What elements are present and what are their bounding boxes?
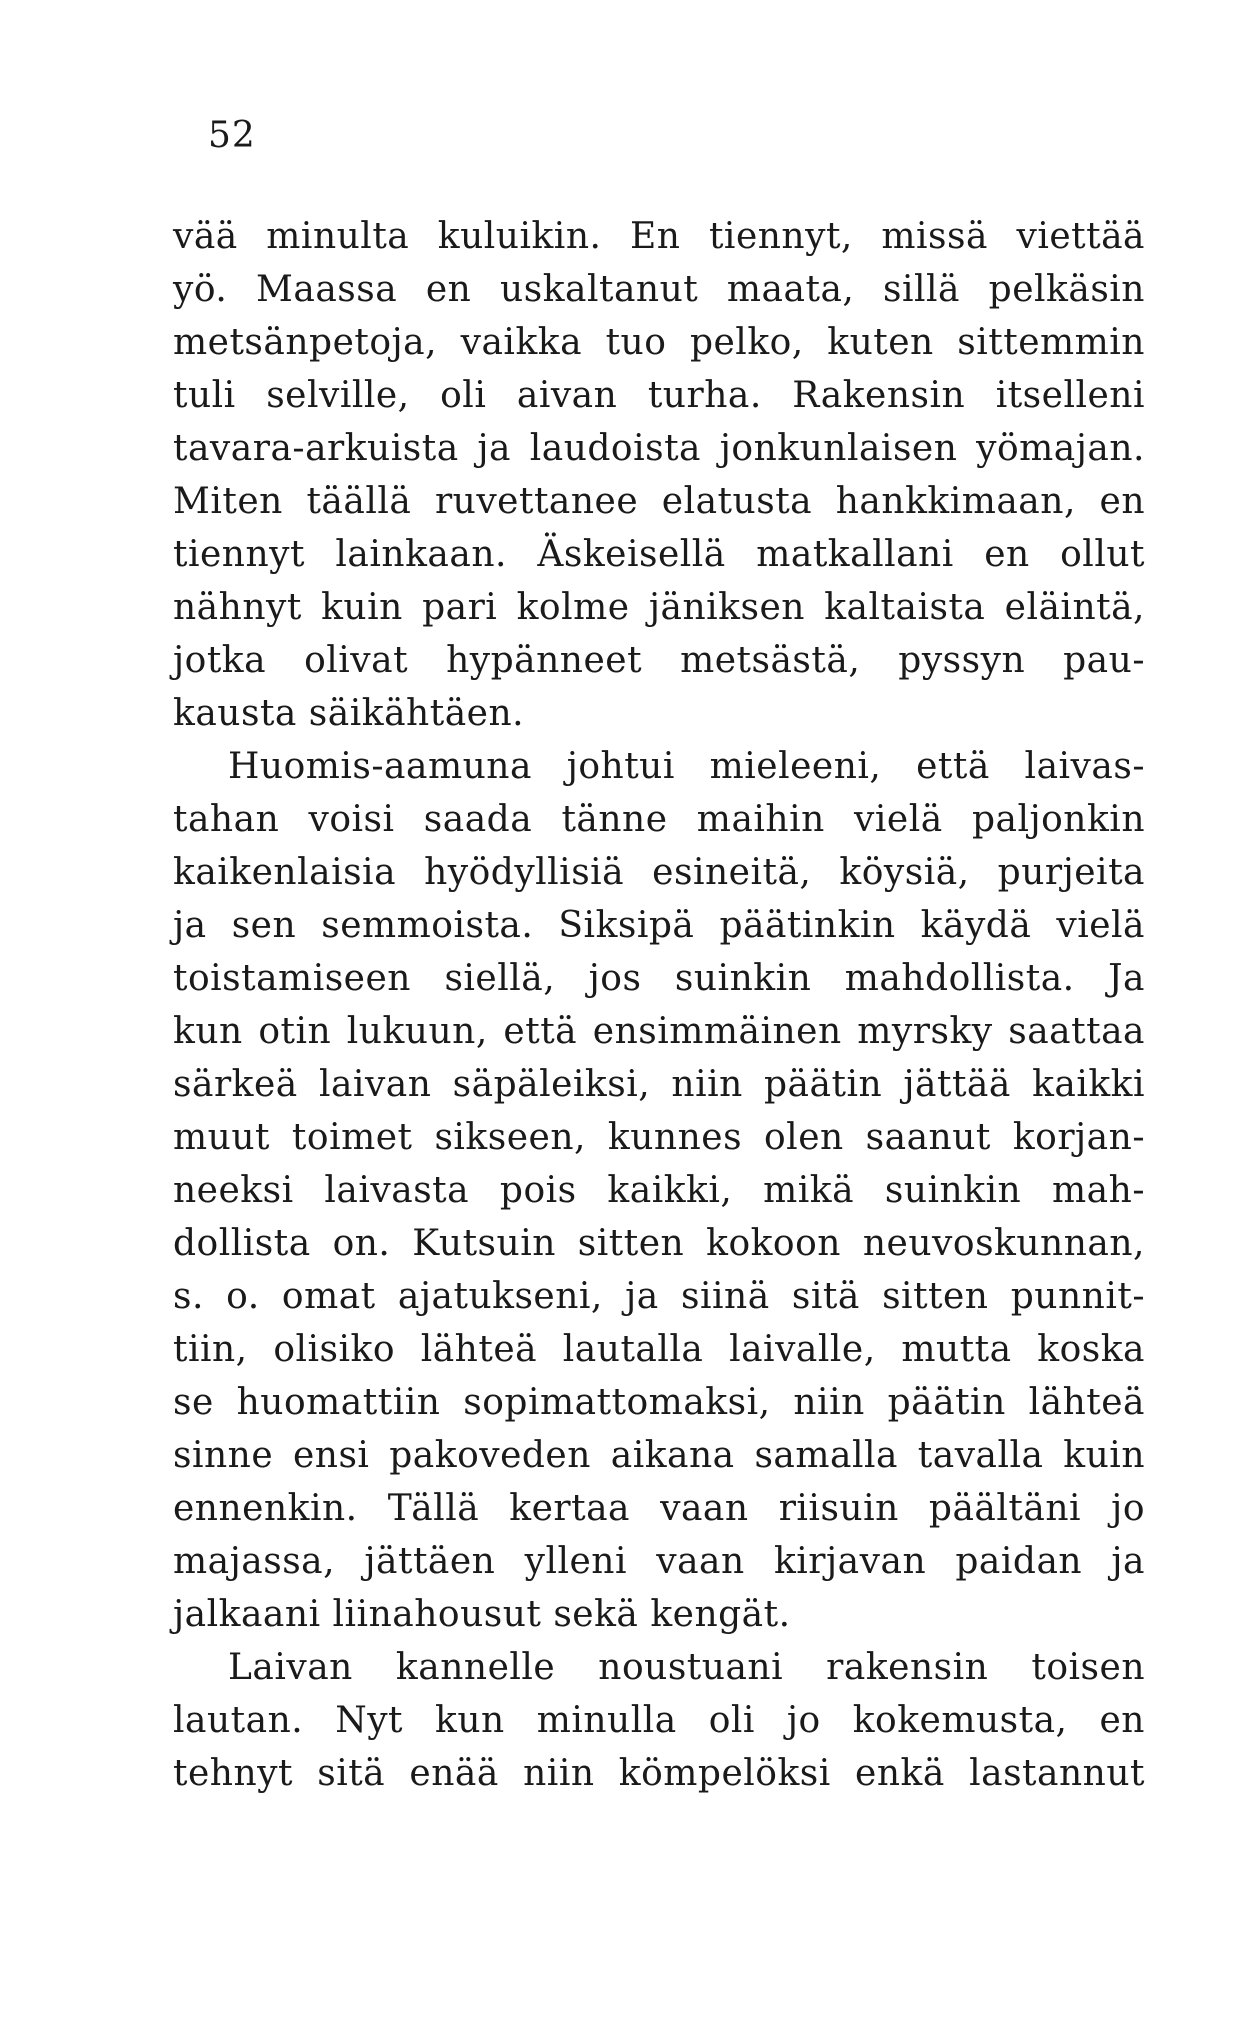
text-line: tiennyt lainkaan. Äskeisellä matkallani en ollut (173, 534, 1145, 575)
text-line: metsänpetoja, vaikka tuo pelko, kuten sittemmin (173, 322, 1145, 363)
text-line: särkeä laivan säpäleiksi, niin päätin jättää kaikki (173, 1064, 1145, 1105)
text-line: dollista on. Kutsuin sitten kokoon neuvoskunnan, (173, 1223, 1145, 1264)
page-number: 52 (208, 115, 256, 156)
text-line: toistamiseen siellä, jos suinkin mahdollista. Ja (173, 958, 1145, 999)
text-line: jotka olivat hypänneet metsästä, pyssyn pau- (173, 640, 1145, 681)
text-line: jalkaani liinahousut sekä kengät. (173, 1594, 791, 1635)
text-line: s. o. omat ajatukseni, ja siinä sitä sitten punnit- (173, 1276, 1145, 1317)
text-line: ennenkin. Tällä kertaa vaan riisuin päältäni jo (173, 1488, 1145, 1529)
text-line: Miten täällä ruvettanee elatusta hankkimaan, en (173, 481, 1145, 522)
text-line: kun otin lukuun, että ensimmäinen myrsky saattaa (173, 1011, 1145, 1052)
text-line: majassa, jättäen ylleni vaan kirjavan paidan ja (173, 1541, 1145, 1582)
text-line: muut toimet sikseen, kunnes olen saanut korjan- (173, 1117, 1145, 1158)
text-line: vää minulta kuluikin. En tiennyt, missä viettää (173, 216, 1145, 257)
text-line: tiin, olisiko lähteä lautalla laivalle, mutta koska (173, 1329, 1145, 1370)
text-line: sinne ensi pakoveden aikana samalla tavalla kuin (173, 1435, 1145, 1476)
text-line: Huomis-aamuna johtui mieleeni, että laivas- (228, 746, 1145, 787)
text-line: se huomattiin sopimattomaksi, niin päätin lähteä (173, 1382, 1145, 1423)
text-line: lautan. Nyt kun minulla oli jo kokemusta, en (173, 1700, 1145, 1741)
text-line: kausta säikähtäen. (173, 693, 525, 734)
text-line: ja sen semmoista. Siksipä päätinkin käydä vielä (173, 905, 1145, 946)
text-line: yö. Maassa en uskaltanut maata, sillä pelkäsin (173, 269, 1145, 310)
text-line: tehnyt sitä enää niin kömpelöksi enkä lastannut (173, 1753, 1145, 1794)
text-line: neeksi laivasta pois kaikki, mikä suinkin mah- (173, 1170, 1145, 1211)
text-line: Laivan kannelle noustuani rakensin toisen (228, 1647, 1145, 1688)
text-line: tahan voisi saada tänne maihin vielä paljonkin (173, 799, 1145, 840)
text-line: tavara-arkuista ja laudoista jonkunlaisen yömajan. (173, 428, 1145, 469)
text-line: nähnyt kuin pari kolme jäniksen kaltaista eläintä, (173, 587, 1145, 628)
text-line: kaikenlaisia hyödyllisiä esineitä, köysiä, purjeita (173, 852, 1145, 893)
text-line: tuli selville, oli aivan turha. Rakensin itselleni (173, 375, 1145, 416)
body-text (173, 210, 1145, 1800)
